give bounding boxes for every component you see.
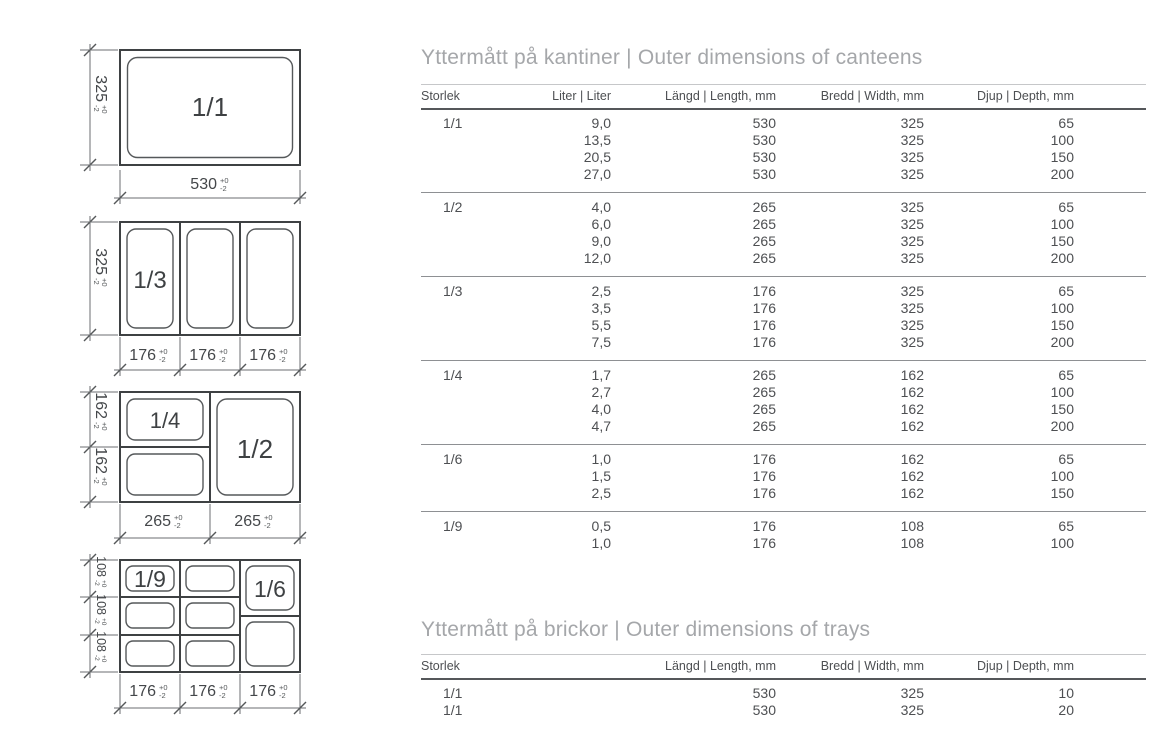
table-cell: 1/3 [421, 277, 511, 301]
canteens-table-header [421, 85, 1146, 110]
table-cell: 325 [900, 132, 924, 148]
table-cell: 20 [1058, 702, 1074, 718]
svg-text:-2: -2 [219, 691, 226, 700]
table-row [421, 149, 1146, 166]
svg-text:-2: -2 [174, 521, 181, 530]
table-group [421, 679, 1146, 728]
svg-text:+0: +0 [159, 347, 168, 356]
table-cell: 150 [1050, 149, 1074, 165]
table-cell: 325 [900, 216, 924, 232]
table-cell [421, 166, 511, 193]
column-header: Storlek [421, 655, 511, 680]
table-cell: 0,5 [511, 512, 611, 536]
svg-text:+0: +0 [100, 655, 107, 663]
table-cell: 100 [1050, 300, 1074, 316]
svg-text:176: 176 [189, 347, 216, 364]
dimension-label-height [92, 75, 109, 113]
table-row [421, 702, 1146, 728]
svg-text:162: 162 [92, 392, 109, 419]
svg-text:+0: +0 [100, 278, 109, 287]
table-cell: 162 [900, 485, 924, 501]
header-row [421, 85, 1146, 110]
table-row [421, 418, 1146, 445]
svg-text:+0: +0 [100, 618, 107, 626]
table-cell: 4,0 [511, 193, 611, 217]
dimension-label-height [93, 631, 108, 663]
table-cell: 530 [752, 149, 776, 165]
table-cell: 65 [1058, 115, 1074, 131]
svg-text:+0: +0 [100, 422, 109, 431]
table-cell: 265 [611, 361, 776, 385]
table-cell [421, 300, 511, 317]
pan-size-label: 1/1 [191, 92, 229, 122]
table-cell: 1/2 [421, 193, 511, 217]
table-cell: 176 [752, 300, 776, 316]
table-cell: 530 [752, 166, 776, 182]
table-cell: 65 [924, 193, 1146, 217]
table-cell: 176 [611, 445, 776, 469]
table-cell: 13,5 [583, 132, 611, 148]
svg-text:-2: -2 [93, 580, 100, 586]
dimension-label-width [234, 513, 272, 530]
table-row [421, 317, 1146, 334]
table-row [421, 233, 1146, 250]
column-header: Längd | Length, mm [611, 85, 776, 110]
svg-text:+0: +0 [100, 105, 109, 114]
table-cell: 265 [752, 216, 776, 232]
pan-size-label: 1/9 [134, 566, 166, 592]
table-cell: 65 [924, 445, 1146, 469]
table-cell: 325 [900, 702, 924, 718]
diagram-gn-1-1 [60, 38, 315, 208]
dimension-label-width [249, 347, 287, 364]
svg-text:+0: +0 [100, 580, 107, 588]
table-cell [421, 535, 511, 561]
svg-text:265: 265 [234, 513, 261, 530]
column-header: Bredd | Width, mm [776, 85, 924, 110]
svg-text:+0: +0 [219, 347, 228, 356]
table-cell: 150 [1050, 317, 1074, 333]
dimension-label-width [189, 683, 227, 700]
svg-text:108: 108 [94, 556, 108, 577]
table-cell: 530 [752, 132, 776, 148]
trays-title: Yttermått på brickor | Outer dimensions of trays [421, 618, 871, 641]
svg-text:-2: -2 [93, 618, 100, 624]
table-cell: 325 [900, 317, 924, 333]
svg-text:108: 108 [94, 594, 108, 615]
table-cell: 108 [776, 512, 924, 536]
svg-text:176: 176 [129, 683, 156, 700]
table-cell: 1,7 [511, 361, 611, 385]
dimension-label-width [249, 683, 287, 700]
table-cell: 325 [776, 277, 924, 301]
table-cell: 12,0 [583, 250, 611, 266]
table-row [421, 109, 1146, 132]
table-cell: 6,0 [591, 216, 611, 232]
table-cell: 200 [1050, 166, 1074, 182]
canteens-section [421, 46, 1148, 561]
table-cell: 265 [752, 401, 776, 417]
table-cell: 530 [752, 115, 776, 131]
table-row [421, 334, 1146, 361]
table-cell: 325 [900, 115, 924, 131]
table-cell: 150 [1050, 485, 1074, 501]
diagram-gn-1-9-1-6 [60, 546, 315, 724]
table-cell: 4,7 [591, 418, 611, 434]
table-cell: 265 [752, 233, 776, 249]
svg-text:-2: -2 [92, 278, 101, 285]
table-row [421, 535, 1146, 561]
table-cell [421, 468, 511, 485]
table-cell: 100 [1050, 132, 1074, 148]
svg-text:+0: +0 [264, 513, 273, 522]
svg-text:+0: +0 [279, 347, 288, 356]
table-cell [421, 216, 511, 233]
table-row [421, 193, 1146, 217]
table-cell [511, 679, 611, 702]
table-group [421, 361, 1146, 445]
table-cell: 325 [900, 233, 924, 249]
svg-text:530: 530 [190, 176, 217, 193]
table-cell: 27,0 [583, 166, 611, 182]
table-cell [421, 384, 511, 401]
table-cell: 265 [752, 418, 776, 434]
table-cell: 176 [752, 485, 776, 501]
table-cell [511, 702, 611, 728]
table-cell: 325 [900, 334, 924, 350]
table-group [421, 512, 1146, 562]
trays-section [421, 618, 1148, 728]
table-row [421, 166, 1146, 193]
table-cell: 2,7 [591, 384, 611, 400]
svg-text:-2: -2 [279, 691, 286, 700]
table-cell: 325 [900, 685, 924, 701]
table-cell [421, 250, 511, 277]
table-cell [421, 485, 511, 512]
table-cell: 1/4 [421, 361, 511, 385]
table-cell: 10 [1058, 685, 1074, 701]
table-cell: 4,0 [591, 401, 611, 417]
table-cell: 162 [776, 445, 924, 469]
svg-text:176: 176 [189, 683, 216, 700]
table-cell: 162 [900, 468, 924, 484]
table-cell: 1/1 [443, 685, 463, 701]
pan-size-label: 1/4 [149, 408, 181, 433]
svg-text:-2: -2 [264, 521, 271, 530]
table-cell: 530 [752, 685, 776, 701]
dimension-label-height [93, 556, 108, 588]
table-cell: 9,0 [591, 233, 611, 249]
table-row [421, 132, 1146, 149]
table-cell: 1,5 [591, 468, 611, 484]
table-row [421, 679, 1146, 702]
svg-text:-2: -2 [159, 355, 166, 364]
table-cell: 325 [776, 193, 924, 217]
diagram-gn-1-4-1-2 [60, 376, 315, 548]
table-row [421, 300, 1146, 317]
svg-text:+0: +0 [159, 683, 168, 692]
table-cell: 1,0 [511, 445, 611, 469]
trays-table-header [421, 655, 1146, 680]
table-cell: 65 [924, 361, 1146, 385]
svg-text:+0: +0 [100, 477, 109, 486]
table-cell: 5,5 [591, 317, 611, 333]
table-cell: 265 [611, 193, 776, 217]
table-cell: 325 [900, 149, 924, 165]
table-cell: 65 [924, 277, 1146, 301]
svg-text:-2: -2 [220, 184, 227, 193]
table-cell: 1,0 [591, 535, 611, 551]
svg-text:176: 176 [249, 683, 276, 700]
svg-text:176: 176 [249, 347, 276, 364]
table-cell: 530 [752, 702, 776, 718]
table-cell: 3,5 [591, 300, 611, 316]
table-cell [421, 233, 511, 250]
table-cell: 65 [924, 512, 1146, 536]
svg-text:162: 162 [92, 447, 109, 474]
svg-text:265: 265 [144, 513, 171, 530]
table-cell: 176 [752, 468, 776, 484]
svg-text:325: 325 [92, 248, 109, 275]
table-group [421, 193, 1146, 277]
canteens-title: Yttermått på kantiner | Outer dimensions of canteens [421, 46, 923, 69]
svg-text:+0: +0 [220, 176, 229, 185]
table-cell: 1/1 [443, 702, 463, 718]
dimension-label-height [92, 447, 109, 485]
table-row [421, 216, 1146, 233]
table-cell: 176 [752, 535, 776, 551]
column-header: Djup | Depth, mm [924, 655, 1146, 680]
svg-text:-2: -2 [92, 422, 101, 429]
svg-text:108: 108 [94, 631, 108, 652]
table-cell: 176 [611, 512, 776, 536]
table-group [421, 109, 1146, 193]
table-cell [421, 334, 511, 361]
table-row [421, 401, 1146, 418]
svg-text:-2: -2 [279, 355, 286, 364]
pan-size-label: 1/2 [236, 434, 274, 464]
table-row [421, 250, 1146, 277]
column-header: Liter | Liter [511, 85, 611, 110]
table-cell [421, 149, 511, 166]
dimension-label-width [190, 176, 228, 193]
column-header: Bredd | Width, mm [776, 655, 924, 680]
table-cell: 162 [900, 384, 924, 400]
pan-size-label: 1/6 [254, 576, 286, 602]
dimension-label-width [144, 513, 182, 530]
table-cell: 176 [611, 277, 776, 301]
table-cell: 100 [1050, 468, 1074, 484]
table-cell: 200 [1050, 250, 1074, 266]
table-cell: 108 [900, 535, 924, 551]
table-cell: 325 [900, 300, 924, 316]
dimension-label-height [93, 594, 108, 626]
table-cell [421, 401, 511, 418]
table-cell [421, 418, 511, 445]
diagram-gn-1-3 [60, 206, 315, 378]
dimension-label-width [189, 347, 227, 364]
table-cell: 150 [1050, 401, 1074, 417]
table-cell: 9,0 [591, 115, 611, 131]
table-cell: 2,5 [591, 485, 611, 501]
svg-text:325: 325 [92, 75, 109, 102]
header-row [421, 655, 1146, 680]
table-row [421, 512, 1146, 536]
table-cell [421, 132, 511, 149]
column-header: Storlek [421, 85, 511, 110]
table-row [421, 445, 1146, 469]
table-cell: 1/9 [421, 512, 511, 536]
table-group [421, 445, 1146, 512]
table-row [421, 485, 1146, 512]
pan-size-label: 1/3 [133, 267, 167, 294]
table-cell: 100 [1050, 535, 1074, 551]
table-cell: 1/6 [421, 445, 511, 469]
table-cell: 100 [1050, 384, 1074, 400]
dimension-label-width [129, 683, 167, 700]
column-header [511, 655, 611, 680]
table-row [421, 468, 1146, 485]
svg-text:176: 176 [129, 347, 156, 364]
table-cell: 20,5 [583, 149, 611, 165]
table-row [421, 384, 1146, 401]
svg-text:-2: -2 [92, 477, 101, 484]
table-cell: 265 [752, 250, 776, 266]
svg-text:-2: -2 [92, 105, 101, 112]
column-header: Djup | Depth, mm [924, 85, 1146, 110]
table-cell: 150 [1050, 233, 1074, 249]
dimension-label-width [129, 347, 167, 364]
table-cell: 265 [752, 384, 776, 400]
table-row [421, 361, 1146, 385]
table-cell: 325 [900, 250, 924, 266]
svg-text:+0: +0 [174, 513, 183, 522]
table-cell: 176 [752, 317, 776, 333]
svg-text:-2: -2 [219, 355, 226, 364]
column-header: Längd | Length, mm [611, 655, 776, 680]
svg-text:-2: -2 [159, 691, 166, 700]
table-cell: 325 [900, 166, 924, 182]
table-cell: 7,5 [591, 334, 611, 350]
table-cell: 200 [1050, 334, 1074, 350]
table-cell: 2,5 [511, 277, 611, 301]
table-cell: 162 [776, 361, 924, 385]
table-cell: 1/1 [443, 115, 463, 131]
svg-text:+0: +0 [279, 683, 288, 692]
dimension-label-height [92, 392, 109, 430]
trays-table [421, 654, 1146, 728]
table-cell: 100 [1050, 216, 1074, 232]
svg-text:+0: +0 [219, 683, 228, 692]
table-group [421, 277, 1146, 361]
table-cell: 200 [1050, 418, 1074, 434]
table-row [421, 277, 1146, 301]
table-cell: 162 [900, 401, 924, 417]
canteens-table [421, 84, 1146, 561]
table-cell [421, 317, 511, 334]
table-cell: 176 [752, 334, 776, 350]
svg-text:-2: -2 [93, 655, 100, 661]
dimension-label-height [92, 248, 109, 286]
table-cell: 162 [900, 418, 924, 434]
